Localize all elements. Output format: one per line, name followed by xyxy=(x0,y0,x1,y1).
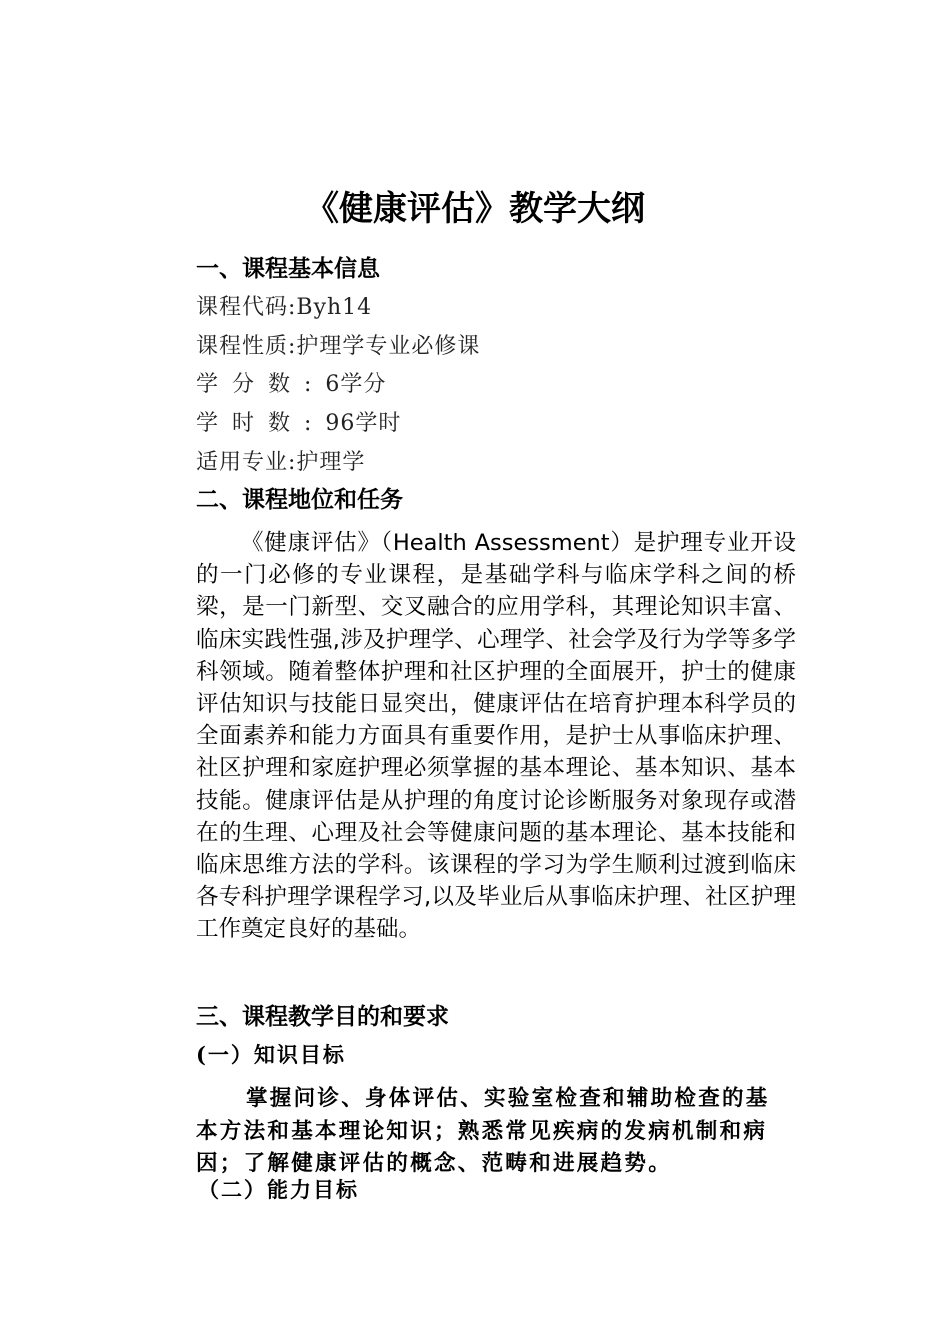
subheading-knowledge-goals: (一）知识目标 xyxy=(196,1042,346,1067)
info-value: Byh14 xyxy=(296,295,373,320)
info-course-nature xyxy=(196,332,480,362)
info-value: 6学分 xyxy=(325,372,387,397)
section-heading-basic-info: 一、课程基本信息 xyxy=(196,256,380,282)
info-major xyxy=(196,448,365,478)
info-label: 课程代码: xyxy=(196,295,297,320)
info-credits xyxy=(196,370,386,400)
document-title: 《健康评估》教学大纲 xyxy=(305,189,645,229)
section-heading-objectives: 三、课程教学目的和要求 xyxy=(196,1004,449,1030)
info-hours xyxy=(196,409,401,439)
info-label: 适用专业: xyxy=(196,450,297,475)
info-course-code xyxy=(196,293,372,323)
course-status-paragraph: 《健康评估》（Health Assessment）是护理专业开设的一门必修的专业课程，是基础学科与临床学科之间的桥梁，是一门新型、交叉融合的应用学科，其理论知识丰富、临床实践性强,涉及护理学、心理学、社会学及行为学等多学科领域。随着整体护理和社区护理的全面展开，护士的健康评估知识与技能日显突出，健康评估在培育护理本科学员的全面素养和能力方面具有重要作用，是护士从事临床护理、社区护理和家庭护理必须掌握的基本理论、基本知识、基本技能。健康评估是从护理的角度讨论诊断服务对象现存或潜在的生理、心理及社会等健康问题的基本理论、基本技能和临床思维方法的学科。该课程的学习为学生顺利过渡到临床各专科护理学课程学习,以及毕业后从事临床护理、社区护理工作奠定良好的基础。 xyxy=(196,530,796,943)
info-value: 护理学 xyxy=(296,450,366,475)
knowledge-goals-paragraph: 掌握问诊、身体评估、实验室检查和辅助检查的基本方法和基本理论知识；熟悉常见疾病的发病机制和病因；了解健康评估的概念、范畴和进展趋势。 xyxy=(196,1086,770,1176)
subheading-ability-goals: （二）能力目标 xyxy=(198,1177,359,1202)
info-label: 学时数: xyxy=(196,411,326,436)
info-label: 课程性质: xyxy=(196,334,297,359)
info-value: 护理学专业必修课 xyxy=(296,334,481,359)
info-value: 96学时 xyxy=(325,411,402,436)
info-label: 学分数: xyxy=(196,372,326,397)
section-heading-course-status: 二、课程地位和任务 xyxy=(196,487,403,513)
